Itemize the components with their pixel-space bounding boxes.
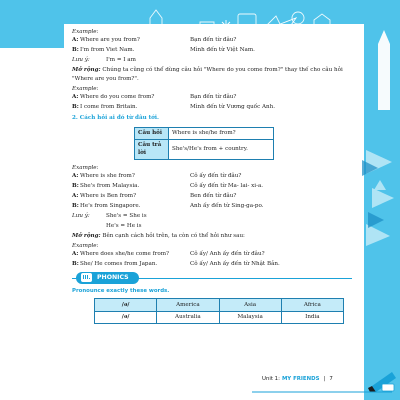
- speaker: A:: [72, 251, 79, 258]
- speaker: A:: [72, 37, 79, 44]
- phonics-word: Malaysia: [219, 311, 281, 324]
- table-key: Câu hỏi: [135, 127, 169, 139]
- dialogue-row: [72, 192, 352, 200]
- note-label: Lưu ý:: [72, 57, 90, 64]
- note-2: [72, 212, 352, 220]
- english-line: She's from Malaysia.: [80, 183, 140, 190]
- vietnamese-line: Mình đến từ Vương quốc Anh.: [190, 104, 276, 111]
- phonics-sound: /ə/: [95, 311, 157, 324]
- extension-label: Mở rộng:: [72, 233, 101, 240]
- dialogue-row: [72, 172, 352, 180]
- phonics-header: [72, 272, 352, 284]
- phonics-word: America: [157, 298, 219, 311]
- note-2-continued: [72, 222, 352, 230]
- phonics-title: PHONICS: [97, 274, 129, 282]
- vietnamese-line: Cô ấy/ Anh ấy đến từ Nhật Bản.: [190, 261, 280, 268]
- extension-1: [72, 66, 352, 83]
- extension-2: [72, 232, 352, 240]
- section-2-title: 2. Cách hỏi ai đó từ đâu tới.: [72, 115, 159, 122]
- dialogue-row: [72, 182, 352, 190]
- speaker: A:: [72, 173, 79, 180]
- footer-title: MY FRIENDS: [281, 376, 320, 382]
- dialogue-row: [72, 103, 352, 111]
- speaker: A:: [72, 193, 79, 200]
- dialogue-row: [72, 260, 352, 268]
- section-number: III.: [82, 274, 91, 281]
- english-line: Where are you from?: [80, 37, 140, 44]
- extension-text: Bên cạnh cách hỏi trên, ta còn có thể hỏi như sau:: [102, 233, 245, 240]
- extension-label: Mở rộng:: [72, 67, 101, 74]
- note-1: [72, 56, 352, 64]
- english-line: Where is she from?: [80, 173, 135, 180]
- note-text: I'm = I am: [106, 57, 136, 64]
- dialogue-row: [72, 93, 352, 101]
- vietnamese-line: Ben đến từ đâu?: [190, 193, 237, 200]
- speaker: B:: [72, 47, 79, 54]
- table-row: [95, 298, 344, 311]
- english-line: Where do you come from?: [80, 94, 155, 101]
- phonics-word: Asia: [219, 298, 281, 311]
- speaker: B:: [72, 203, 79, 210]
- phonics-word: Australia: [157, 311, 219, 324]
- note-text: She's = She is: [106, 213, 147, 220]
- page-footer: [262, 376, 333, 382]
- dialogue-row: [72, 36, 352, 44]
- vietnamese-line: Bạn đến từ đâu?: [190, 37, 237, 44]
- extension-text: Chúng ta cũng có thể dùng câu hỏi "Where do you come from?" thay thế cho câu hỏi "Where are you from?".: [72, 67, 343, 82]
- footer-unit: Unit 1:: [262, 376, 280, 382]
- english-line: He's from Singapore.: [80, 203, 141, 210]
- note-label: Lưu ý:: [72, 213, 90, 220]
- vietnamese-line: Cô ấy/ Anh ấy đến từ đâu?: [190, 251, 265, 258]
- footer-separator: |: [323, 376, 326, 382]
- phonics-word: Africa: [281, 298, 343, 311]
- dialogue-block-2: [72, 93, 352, 111]
- english-line: I'm from Viet Nam.: [80, 47, 135, 54]
- english-line: Where does she/he come from?: [80, 251, 170, 258]
- dialogue-block-4: [72, 250, 352, 268]
- english-line: I come from Britain.: [80, 104, 138, 111]
- question-answer-table: [134, 127, 274, 160]
- note-text: He's = He is: [106, 223, 142, 230]
- example-label: Example:: [72, 243, 99, 250]
- speaker: B:: [72, 183, 79, 190]
- english-line: Where is Ben from?: [80, 193, 137, 200]
- phonics-sound: /ə/: [95, 298, 157, 311]
- speaker: B:: [72, 104, 79, 111]
- table-value: She's/He's from + country.: [169, 139, 274, 159]
- page-content: [72, 28, 352, 324]
- vietnamese-line: Cô ấy đến từ đâu?: [190, 173, 242, 180]
- dialogue-row: [72, 250, 352, 258]
- phonics-word: India: [281, 311, 343, 324]
- dialogue-block-1: [72, 36, 352, 54]
- speaker: B:: [72, 261, 79, 268]
- speaker: A:: [72, 94, 79, 101]
- example-label: Example:: [72, 85, 99, 92]
- phonics-table: [94, 298, 344, 324]
- vietnamese-line: Cô ấy đến từ Ma- lai- xi-a.: [190, 183, 264, 190]
- page-number: 7: [329, 376, 333, 382]
- phonics-instruction: Pronounce exactly these words.: [72, 287, 170, 294]
- vietnamese-line: Anh ấy đến từ Sing-ga-po.: [190, 203, 264, 210]
- dialogue-row: [72, 46, 352, 54]
- right-margin-band: [362, 0, 400, 400]
- table-row: [135, 127, 274, 139]
- english-line: She/ He comes from Japan.: [80, 261, 158, 268]
- table-key: Câu trả lời: [135, 139, 169, 159]
- phonics-badge: [76, 272, 139, 284]
- table-value: Where is she/he from?: [169, 127, 274, 139]
- dialogue-block-3: [72, 172, 352, 210]
- example-label: Example:: [72, 164, 99, 171]
- table-row: [95, 311, 344, 324]
- table-row: [135, 139, 274, 159]
- vietnamese-line: Mình đến từ Việt Nam.: [190, 47, 255, 54]
- example-label: Example:: [72, 29, 99, 35]
- dialogue-row: [72, 202, 352, 210]
- vietnamese-line: Bạn đến từ đâu?: [190, 94, 237, 101]
